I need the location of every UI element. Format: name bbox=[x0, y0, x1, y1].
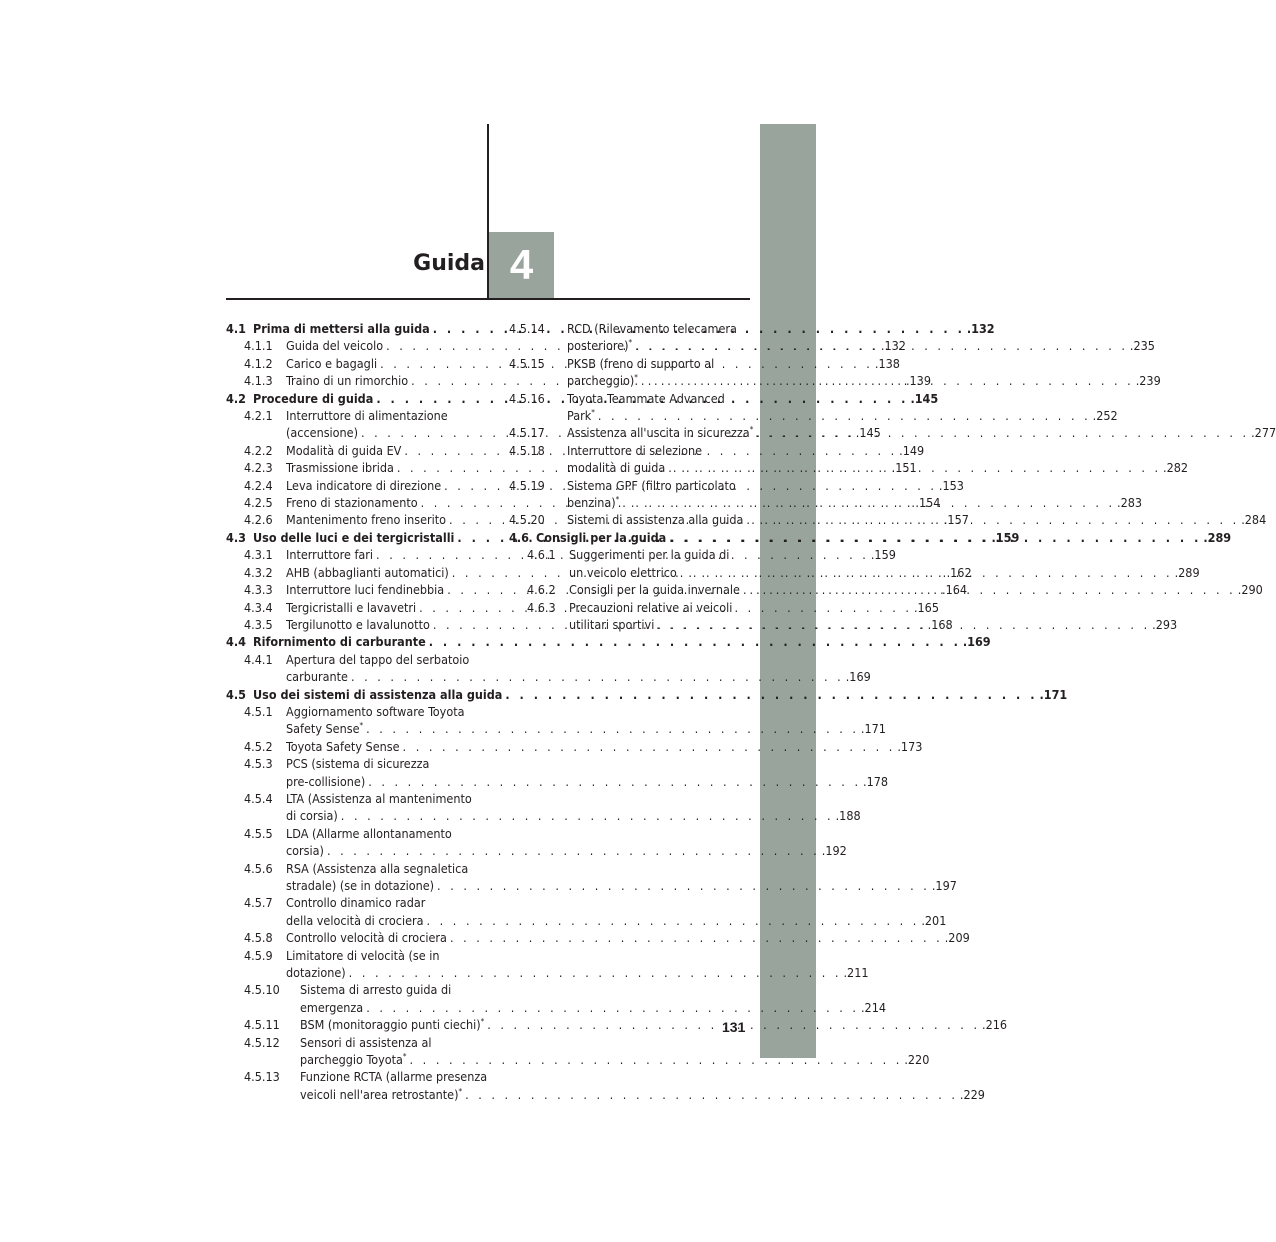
toc-entry-title: della velocità di crociera bbox=[286, 912, 424, 928]
toc-entry-page: .209 bbox=[944, 930, 970, 946]
toc-entry-title: Safety Sense* bbox=[286, 721, 364, 737]
toc-entry-4-5-6[interactable] bbox=[226, 860, 957, 895]
toc-entry-title: Toyota Teammate Advanced bbox=[567, 390, 725, 406]
toc-entry-title: Precauzioni relative ai veicoli bbox=[569, 599, 733, 615]
toc-entry-title: Consigli per la guida invernale bbox=[569, 582, 740, 598]
toc-entry-number: 4.6 bbox=[509, 529, 529, 545]
toc-entry-page: .169 bbox=[845, 669, 871, 685]
toc-entry-page: .290 bbox=[1237, 582, 1263, 598]
toc-entry-title: benzina)* bbox=[567, 494, 620, 511]
toc-entry-number: 4.5.4 bbox=[244, 790, 273, 806]
toc-entry-4-4-1[interactable] bbox=[226, 651, 871, 686]
toc-entry-4-5-7[interactable] bbox=[226, 894, 947, 929]
toc-entry-title: stradale) (se in dotazione) bbox=[286, 878, 435, 893]
toc-entry-page: .138 bbox=[874, 355, 900, 371]
dot-leader bbox=[595, 407, 1091, 424]
toc-entry-page: .159 bbox=[991, 529, 1020, 545]
dot-leader bbox=[447, 929, 943, 946]
toc-entry-page: .229 bbox=[959, 1086, 985, 1102]
toc-entry-page: .151 bbox=[891, 460, 917, 476]
toc-entry-4-5[interactable] bbox=[226, 686, 1068, 703]
toc-entry-page: .178 bbox=[863, 773, 889, 789]
toc-entry-number: 4.2.2 bbox=[244, 442, 273, 458]
toc-entry-title: Toyota Safety Sense bbox=[286, 738, 400, 754]
toc-entry-4-5-3[interactable] bbox=[226, 755, 889, 790]
toc-entry-4-5-2[interactable] bbox=[226, 738, 923, 755]
toc-entry-4-5-9[interactable] bbox=[226, 947, 869, 982]
toc-entry-number: 4.5.14 bbox=[509, 321, 545, 336]
header-horizontal-rule bbox=[226, 298, 750, 300]
toc-entry-number: 4.6.2 bbox=[527, 582, 556, 598]
toc-entry-page: .283 bbox=[1117, 495, 1143, 511]
toc-entry-title: Traino di un rimorchio bbox=[286, 373, 409, 389]
toc-entry-title: dotazione) bbox=[286, 965, 346, 981]
toc-entry-page: .289 bbox=[1174, 564, 1200, 580]
toc-entry-title: Controllo velocità di crociera bbox=[286, 930, 447, 946]
toc-entry-title: modalità di guida bbox=[567, 460, 666, 476]
toc-entry-page: .171 bbox=[1039, 686, 1068, 702]
dot-leader bbox=[665, 459, 1161, 476]
toc-entry-title: RSA (Assistenza alla segnaletica bbox=[286, 860, 469, 876]
toc-entry-title: veicoli nell'area retrostante)* bbox=[300, 1086, 463, 1102]
toc-entry-4-5-10[interactable] bbox=[226, 981, 887, 1016]
dot-leader bbox=[363, 999, 859, 1016]
toc-entry-page: .154 bbox=[915, 495, 941, 511]
toc-entry-title: Prima di mettersi alla guida bbox=[253, 321, 430, 336]
toc-entry-4-5-13[interactable] bbox=[226, 1068, 985, 1103]
toc-entry-number: 4.5.20 bbox=[509, 512, 545, 528]
toc-entry-title: (accensione) bbox=[286, 425, 358, 441]
toc-entry-title: Controllo dinamico radar bbox=[286, 895, 426, 911]
toc-entry-page: .188 bbox=[835, 808, 861, 824]
toc-entry-title: Uso dei sistemi di assistenza alla guida bbox=[253, 686, 503, 702]
toc-entry-number: 4.5.18 bbox=[509, 442, 545, 458]
toc-entry-page: .139 bbox=[905, 373, 931, 389]
toc-entry-page: .282 bbox=[1163, 460, 1189, 476]
toc-entry-number: 4.2.4 bbox=[244, 477, 273, 493]
toc-entry-title: Assistenza all'uscita in sicurezza* bbox=[567, 425, 754, 441]
toc-entry-page: .235 bbox=[1129, 338, 1155, 354]
toc-entry-number: 4.5.1 bbox=[244, 703, 273, 719]
toc-entry-page: .239 bbox=[1135, 373, 1161, 389]
toc-entry-title: Interruttore di alimentazione bbox=[286, 408, 448, 424]
toc-entry-page: .157 bbox=[943, 512, 969, 528]
dot-leader bbox=[434, 877, 930, 894]
toc-entry-page: .132 bbox=[966, 321, 995, 336]
toc-entry-title: Interruttore luci fendinebbia bbox=[286, 582, 445, 598]
toc-entry-page: .293 bbox=[1152, 616, 1178, 632]
toc-entry-page: .169 bbox=[962, 634, 991, 650]
dot-leader bbox=[426, 633, 961, 650]
toc-entry-number: 4.5.3 bbox=[244, 756, 273, 772]
toc-entry-page: .168 bbox=[927, 616, 953, 632]
toc-entry-page: .149 bbox=[899, 442, 925, 458]
toc-entry-number: 4.1 bbox=[226, 321, 246, 336]
toc-entry-title: Sensori di assistenza al bbox=[300, 1034, 432, 1050]
toc-entry-title: posteriore)* bbox=[567, 338, 633, 354]
toc-entry-number: 4.4.1 bbox=[244, 651, 273, 667]
toc-entry-number: 4.5.9 bbox=[244, 947, 273, 963]
dot-leader bbox=[324, 842, 820, 859]
toc-entry-page: .171 bbox=[860, 721, 886, 737]
toc-entry-number: 4.5.10 bbox=[244, 982, 280, 998]
toc-entry-title: Uso delle luci e dei tergicristalli bbox=[253, 529, 455, 545]
toc-entry-title: utilitari sportivi bbox=[569, 616, 655, 632]
toc-entry-number: 4.3.5 bbox=[244, 616, 273, 632]
page-number: 131 bbox=[722, 1019, 746, 1035]
toc-entry-page: .216 bbox=[982, 1017, 1008, 1033]
toc-entry-page: .252 bbox=[1092, 408, 1118, 424]
toc-entry-page: .289 bbox=[1203, 529, 1232, 545]
toc-entry-number: 4.5.13 bbox=[244, 1069, 280, 1085]
toc-entry-page: .201 bbox=[921, 912, 947, 928]
toc-entry-title: LTA (Assistenza al mantenimento bbox=[286, 790, 472, 806]
toc-entry-title: AHB (abbaglianti automatici) bbox=[286, 564, 449, 580]
toc-entry-title: Park* bbox=[567, 407, 595, 424]
dot-leader bbox=[666, 529, 1201, 546]
toc-entry-title: corsia) bbox=[286, 843, 324, 859]
dot-leader bbox=[462, 1086, 958, 1103]
toc-entry-page: .162 bbox=[946, 564, 972, 580]
chapter-title: Guida bbox=[413, 251, 485, 276]
toc-entry-title: Rifornimento di carburante bbox=[253, 634, 426, 650]
toc-entry-title: LDA (Allarme allontanamento bbox=[286, 825, 452, 841]
toc-entry-title: Mantenimento freno inserito bbox=[286, 512, 447, 528]
toc-entry-number: 4.1.2 bbox=[244, 355, 273, 371]
toc-entry-page: .211 bbox=[843, 965, 869, 981]
toc-entry-title: Leva indicatore di direzione bbox=[286, 477, 442, 493]
toc-entry-page: .145 bbox=[910, 390, 939, 406]
toc-entry-title: Interruttore di selezione bbox=[567, 442, 703, 458]
toc-entry-number: 4.6.1 bbox=[527, 547, 556, 563]
toc-entry-number: 4.5 bbox=[226, 686, 246, 702]
toc-entry-page: .220 bbox=[904, 1052, 930, 1068]
toc-entry-page: .159 bbox=[870, 547, 896, 563]
toc-entry-title: Tergilunotto e lavalunotto bbox=[286, 616, 430, 632]
toc-entry-number: 4.5.11 bbox=[244, 1017, 280, 1033]
toc-entry-number: 4.2.6 bbox=[244, 512, 273, 528]
toc-entry-title: Trasmissione ibrida bbox=[286, 460, 394, 476]
toc-entry-number: 4.3.2 bbox=[244, 564, 273, 580]
toc-entry-title: Modalità di guida EV bbox=[286, 442, 402, 458]
dot-leader bbox=[502, 686, 1037, 703]
toc-entry-title: parcheggio)* bbox=[567, 373, 638, 389]
dot-leader bbox=[632, 337, 1128, 354]
toc-entry-title: RCD (Rilevamento telecamera bbox=[567, 321, 737, 336]
toc-entry-title: Tergicristalli e lavavetri bbox=[286, 599, 417, 615]
toc-entry-title: Limitatore di velocità (se in bbox=[286, 947, 440, 963]
toc-entry-title: Apertura del tappo del serbatoio bbox=[286, 651, 470, 667]
toc-entry-number: 4.2.1 bbox=[244, 408, 273, 424]
dot-leader bbox=[619, 494, 1115, 511]
toc-entry-number: 4.5.19 bbox=[509, 477, 545, 493]
toc-entry-page: .145 bbox=[855, 425, 881, 441]
toc-entry-number: 4.5.8 bbox=[244, 930, 273, 946]
toc-entry-title: carburante bbox=[286, 669, 348, 685]
toc-entry-title: un veicolo elettrico bbox=[569, 564, 677, 580]
toc-entry-4-5-8[interactable] bbox=[226, 929, 970, 946]
toc-entry-number: 4.5.5 bbox=[244, 825, 273, 841]
toc-entry-number: 4.3.1 bbox=[244, 547, 273, 563]
toc-entry-title: parcheggio Toyota* bbox=[300, 1051, 407, 1068]
dot-leader bbox=[677, 564, 1173, 581]
toc-entry-number: 4.2.5 bbox=[244, 495, 273, 511]
toc-entry-page: .132 bbox=[880, 338, 906, 354]
toc-entry-number: 4.3 bbox=[226, 529, 246, 545]
toc-entry-title: di corsia) bbox=[286, 808, 338, 824]
toc-entry-4-5-5[interactable] bbox=[226, 825, 847, 860]
dot-leader bbox=[740, 581, 1236, 598]
toc-entry-page: .165 bbox=[913, 599, 939, 615]
dot-leader bbox=[753, 424, 1249, 441]
toc-entry-page: .197 bbox=[931, 878, 957, 893]
toc-entry-page: .164 bbox=[942, 582, 968, 598]
toc-entry-title: Sistema di arresto guida di bbox=[300, 982, 452, 998]
dot-leader bbox=[407, 1051, 903, 1068]
toc-entry-title: Freno di stazionamento bbox=[286, 495, 418, 511]
toc-entry-title: Interruttore fari bbox=[286, 547, 374, 563]
toc-entry-title: emergenza bbox=[300, 999, 364, 1015]
dot-leader bbox=[424, 912, 920, 929]
toc-entry-title: Guida del veicolo bbox=[286, 338, 384, 354]
toc-entry-number: 4.2 bbox=[226, 390, 246, 406]
dot-leader bbox=[338, 807, 834, 824]
toc-entry-4-4[interactable] bbox=[226, 633, 991, 650]
toc-entry-page: .192 bbox=[821, 843, 847, 859]
toc-entry-number: 4.5.6 bbox=[244, 860, 273, 876]
toc-entry-title: Sistemi di assistenza alla guida bbox=[567, 512, 744, 528]
dot-leader bbox=[363, 720, 859, 737]
toc-entry-title: Aggiornamento software Toyota bbox=[286, 703, 465, 719]
dot-leader bbox=[365, 773, 861, 790]
toc-entry-number: 4.5.15 bbox=[509, 355, 545, 371]
toc-entry-title: Consigli per la guida bbox=[536, 529, 667, 545]
toc-entry-title: PKSB (freno di supporto al bbox=[567, 355, 715, 371]
toc-entry-number: 4.3.4 bbox=[244, 599, 273, 615]
toc-entry-4-5-4[interactable] bbox=[226, 790, 861, 825]
toc-entry-number: 4.5.12 bbox=[244, 1034, 280, 1050]
toc-entry-number: 4.1.3 bbox=[244, 373, 273, 389]
toc-entry-4-5-1[interactable] bbox=[226, 703, 886, 738]
chapter-number-box: 4 bbox=[489, 232, 554, 298]
toc-entry-title: pre-collisione) bbox=[286, 773, 366, 789]
dot-leader bbox=[654, 616, 1150, 633]
dot-leader bbox=[400, 738, 896, 755]
toc-entry-number: 4.4 bbox=[226, 634, 246, 650]
toc-entry-page: .153 bbox=[938, 477, 964, 493]
dot-leader bbox=[743, 511, 1239, 528]
toc-entry-title: Sistema GPF (filtro particolato bbox=[567, 477, 736, 493]
toc-entry-page: .284 bbox=[1241, 512, 1267, 528]
toc-entry-title: Procedure di guida bbox=[253, 390, 374, 406]
toc-entry-4-5-12[interactable] bbox=[226, 1034, 930, 1069]
toc-entry-page: .173 bbox=[897, 738, 923, 754]
dot-leader bbox=[348, 668, 844, 685]
dot-leader bbox=[638, 372, 1134, 389]
toc-entry-page: .214 bbox=[860, 999, 887, 1015]
toc-entry-title: PCS (sistema di sicurezza bbox=[286, 756, 430, 772]
toc-entry-page: .277 bbox=[1251, 425, 1276, 441]
toc-entry-title: Carico e bagagli bbox=[286, 355, 378, 371]
dot-leader bbox=[346, 964, 842, 981]
toc-entry-title: Funzione RCTA (allarme presenza bbox=[300, 1069, 488, 1085]
toc-entry-title: BSM (monitoraggio punti ciechi)* bbox=[300, 1017, 485, 1033]
toc-entry-title: Suggerimenti per la guida di bbox=[569, 547, 730, 563]
toc-entry-number: 4.2.3 bbox=[244, 460, 273, 476]
toc-entry-number: 4.5.2 bbox=[244, 738, 273, 754]
toc-entry-number: 4.6.3 bbox=[527, 599, 556, 615]
toc-entry-number: 4.3.3 bbox=[244, 582, 273, 598]
toc-entry-number: 4.1.1 bbox=[244, 338, 273, 354]
toc-entry-number: 4.5.7 bbox=[244, 895, 273, 911]
toc-entry-number: 4.5.16 bbox=[509, 390, 545, 406]
toc-entry-number: 4.5.17 bbox=[509, 425, 545, 441]
